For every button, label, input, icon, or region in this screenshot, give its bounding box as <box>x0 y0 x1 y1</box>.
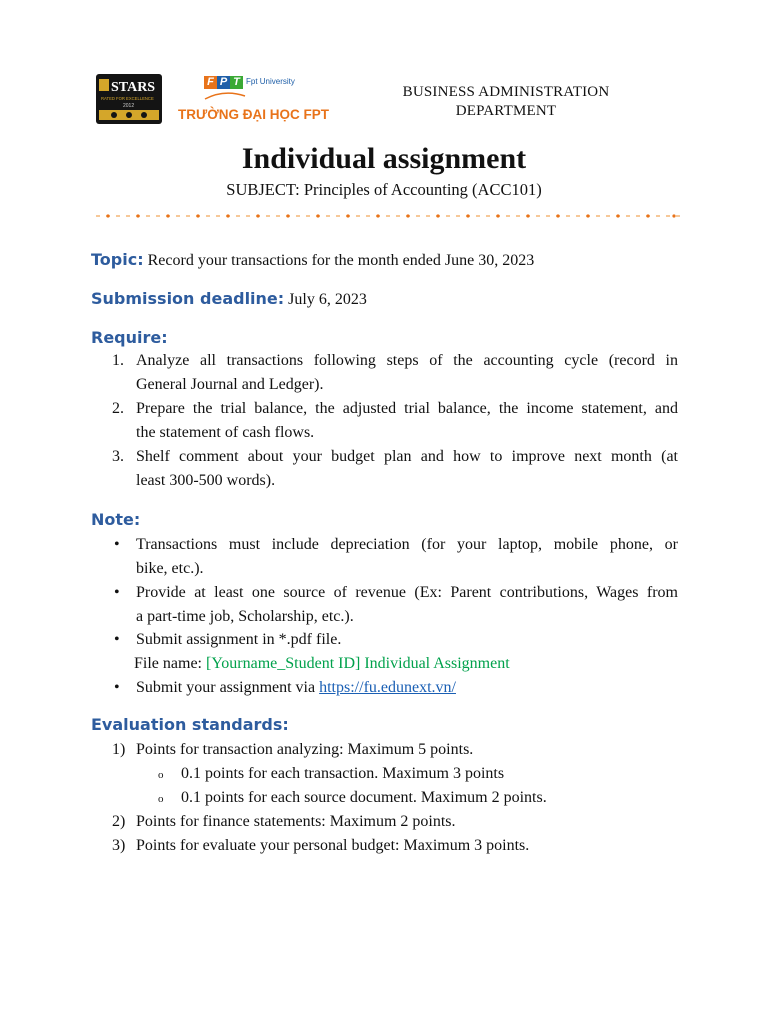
require-number-1: 1. <box>112 352 124 369</box>
require-item-2-line1: Prepare the trial balance, the adjusted trial balance, the income statement, and <box>136 400 678 417</box>
note-heading: Note: <box>91 510 141 529</box>
topic-text: Record your transactions for the month ended June 30, 2023 <box>147 252 535 269</box>
note-item-2-line2: a part-time job, Scholarship, etc.). <box>136 608 354 625</box>
deadline-label: Submission deadline: <box>91 289 285 308</box>
require-item-1-line2: General Journal and Ledger). <box>136 376 324 393</box>
require-item-3-line2: least 300-500 words). <box>136 472 276 489</box>
bullet-icon: • <box>114 536 120 553</box>
note-item-4-text: Submit your assignment via <box>136 679 320 696</box>
require-number-3: 3. <box>112 448 124 465</box>
evaluation-heading: Evaluation standards: <box>91 715 289 734</box>
subject-line: SUBJECT: Principles of Accounting (ACC101) <box>226 180 542 199</box>
file-name-line <box>134 652 510 676</box>
evaluation-item-1: Points for transaction analyzing: Maximum 5 points. <box>136 741 474 758</box>
department-line1: BUSINESS ADMINISTRATION <box>402 84 610 100</box>
bullet-icon: • <box>114 631 120 648</box>
divider <box>96 209 682 221</box>
fpt-letter-t: T <box>230 76 243 89</box>
fpt-university-label: Fpt University <box>246 77 295 86</box>
evaluation-sub-1: 0.1 points for each transaction. Maximum 3 points <box>181 765 505 782</box>
circle-bullet-icon: o <box>158 793 164 805</box>
file-name-label: File name: <box>134 655 206 672</box>
fpt-logo <box>178 74 338 126</box>
topic-label: Topic: <box>91 250 144 269</box>
department-line2: DEPARTMENT <box>455 103 557 119</box>
stars-logo-text: STARS <box>111 80 156 95</box>
page-title: Individual assignment <box>241 142 527 175</box>
require-item-3-line1: Shelf comment about your budget plan and how to improve next month (at <box>136 448 678 465</box>
bullet-icon: • <box>114 584 120 601</box>
require-heading: Require: <box>91 328 168 347</box>
bullet-icon: • <box>114 679 120 696</box>
evaluation-item-3: Points for evaluate your personal budget: Maximum 3 points. <box>136 837 530 854</box>
fpt-school-name: TRƯỜNG ĐẠI HỌC FPT <box>178 107 329 122</box>
evaluation-number-1: 1) <box>112 741 126 758</box>
edunext-link[interactable]: https://fu.edunext.vn/ <box>319 679 456 696</box>
evaluation-number-2: 2) <box>112 813 126 830</box>
evaluation-item-2: Points for finance statements: Maximum 2 points. <box>136 813 456 830</box>
note-item-4 <box>136 676 456 700</box>
file-name-value: [Yourname_Student ID] Individual Assignment <box>205 655 510 672</box>
require-item-1-line1: Analyze all transactions following steps of the accounting cycle (record in <box>136 352 678 369</box>
note-item-2-line1: Provide at least one source of revenue (Ex: Parent contributions, Wages from <box>136 584 678 601</box>
fpt-letter-p: P <box>217 76 230 89</box>
stars-logo-subtext: RATED FOR EXCELLENCE <box>101 96 154 101</box>
note-item-3: Submit assignment in *.pdf file. <box>136 631 342 648</box>
evaluation-number-3: 3) <box>112 837 126 854</box>
stars-logo <box>96 74 162 124</box>
fpt-letter-f: F <box>204 76 217 89</box>
evaluation-sub-2: 0.1 points for each source document. Maximum 2 points. <box>181 789 547 806</box>
note-item-1-line2: bike, etc.). <box>136 560 204 577</box>
department-heading <box>370 83 642 121</box>
deadline-text: July 6, 2023 <box>288 291 367 308</box>
require-item-2-line2: the statement of cash flows. <box>136 424 315 441</box>
require-number-2: 2. <box>112 400 124 417</box>
circle-bullet-icon: o <box>158 769 164 781</box>
topic-line <box>91 248 534 273</box>
note-item-1-line1: Transactions must include depreciation (for your laptop, mobile phone, or <box>136 536 678 553</box>
stars-logo-year: 2012 <box>123 103 135 109</box>
deadline-line <box>91 287 367 312</box>
